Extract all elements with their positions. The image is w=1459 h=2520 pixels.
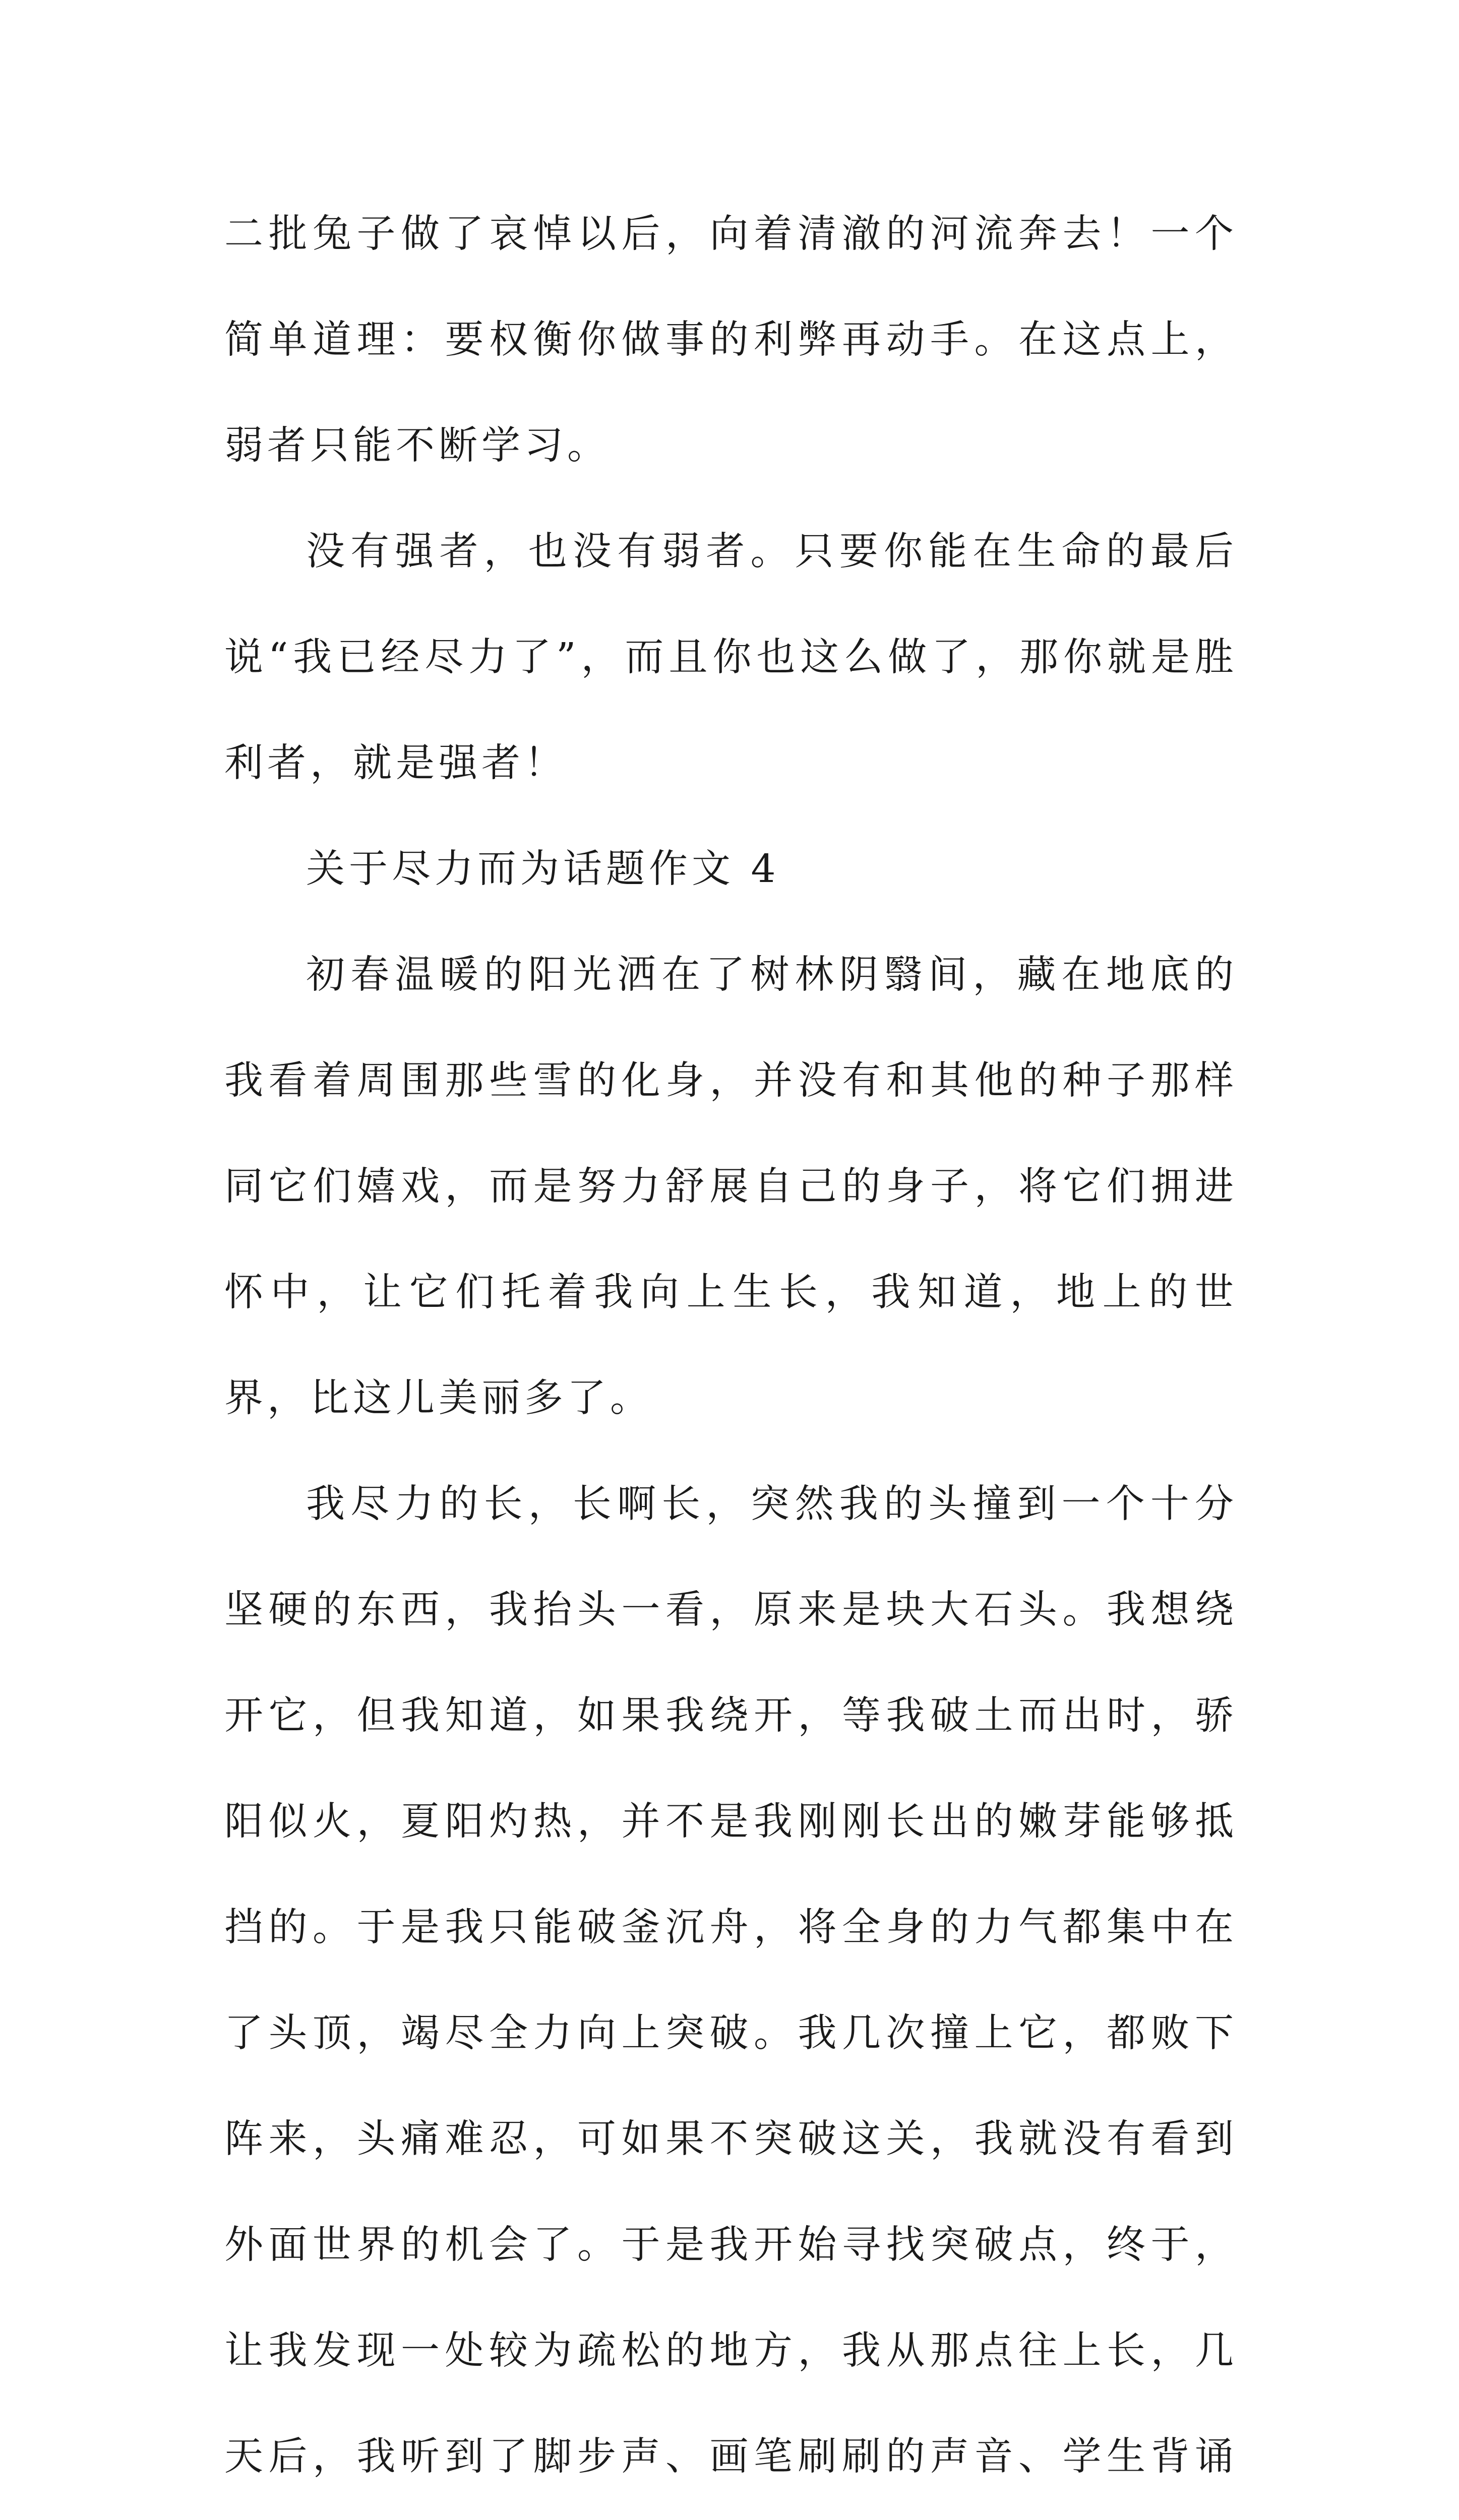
paragraph-body: 我尽力的长，长啊长，突然我的头撞到一个十分坚硬的东西，我抬头一看，原来是块大石头。我想绕开它，但我知道，如果我绕开，等我破土而出时，骄阳似火，夏阳灼热，并不是我刚刚长出的嫩芽能够抵挡的。于是我只能破釜沉舟，将全身的力气都集中在了头顶，竭尽全力向上突破。我几次撞上它，都败下阵来，头痛难忍，可如果不突破这关，我就没有看到外面世界的机会了。于是我开始寻找突破点，终于，让我发现一处较为疏松的地方，我从那点往上长，几天后，我听到了脚步声、画笔刷刷的声音、学生背诵 [224,1482,1238,2479]
paragraph-continuation: 二批兔子做了哀悼以后，向着清澈的河流奔去！一个简单道理：要权衡你做事的利弊再动手。在这点上，弱者只能不断学习。 [224,212,1238,468]
document-body [224,181,1238,2520]
essay-heading: 关于尽力而为话题作文 4 [306,847,780,892]
paragraph-conclusion: 没有强者，也没有弱者。只要你能在生命的最后说“我已经尽力了”，而且你也这么做了，那你就是胜利者，就是强者！ [224,529,1238,786]
paragraph-intro: 初春温暖的阳光洒在了树林阴翳间，藏在地底的我看着周围那些雪的化身，并没有和其他的种子那样同它们嬉戏，而是努力舒展自己的身子，将它们拥进怀中，让它们托着我向上生长，我知道，地上的世界，比这儿美丽多了。 [224,953,1238,1421]
